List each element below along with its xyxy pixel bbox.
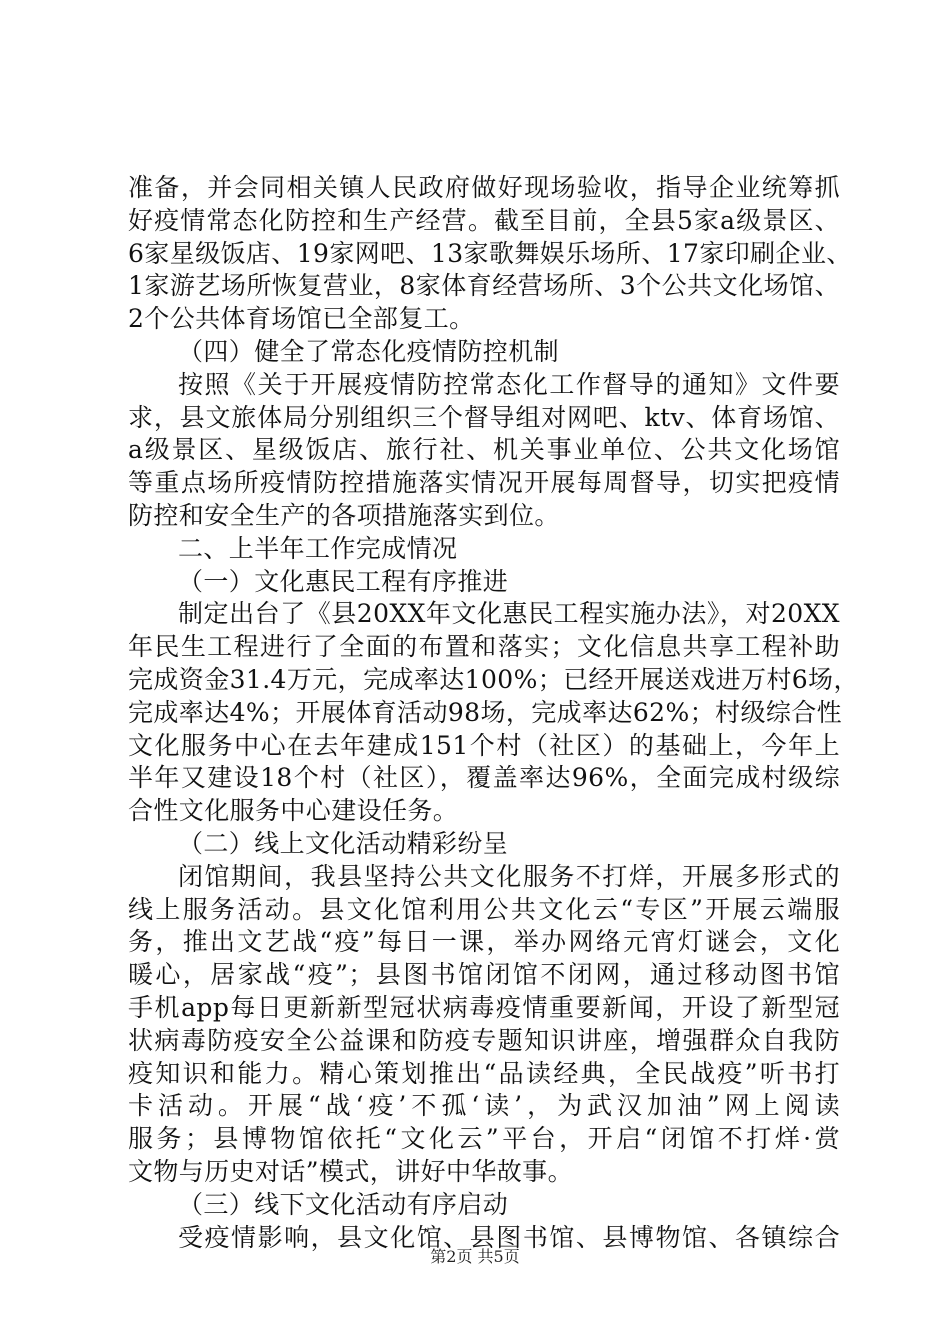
paragraph-line: 年民生工程进行了全面的布置和落实；文化信息共享工程补助 [128, 632, 840, 662]
section-heading: （一）文化惠民工程有序推进 [178, 566, 509, 596]
paragraph-line: 手机app每日更新新型冠状病毒疫情重要新闻，开设了新型冠 [128, 992, 840, 1022]
paragraph-line: 求，县文旅体局分别组织三个督导组对网吧、ktv、体育场馆、 [128, 402, 840, 432]
paragraph-line-first: 按照《关于开展疫情防控常态化工作督导的通知》文件要 [178, 369, 840, 399]
paragraph-line-first: 闭馆期间，我县坚持公共文化服务不打烊，开展多形式的 [178, 861, 840, 891]
section-heading: （四）健全了常态化疫情防控机制 [178, 336, 560, 366]
paragraph-line-first: 制定出台了《县20XX年文化惠民工程实施办法》，对20XX [178, 599, 840, 629]
paragraph-line: 服务；县博物馆依托“文化云”平台，开启“闭馆不打烊·赏 [128, 1124, 840, 1154]
paragraph-line: 完成率达4%；开展体育活动98场，完成率达62%；村级综合性 [128, 697, 843, 727]
paragraph-line: 完成资金31.4万元，完成率达100%；已经开展送戏进万村6场， [128, 664, 859, 694]
paragraph-line-last: 2个公共体育场馆已全部复工。 [128, 304, 475, 334]
paragraph-line: 疫知识和能力。精心策划推出“品读经典，全民战疫”听书打 [128, 1058, 840, 1088]
paragraph-line: 文化服务中心在去年建成151个村（社区）的基础上，今年上 [128, 730, 840, 760]
paragraph-line-first: 受疫情影响，县文化馆、县图书馆、县博物馆、各镇综合 [178, 1222, 840, 1252]
section-heading: （二）线上文化活动精彩纷呈 [178, 828, 509, 858]
paragraph-line: 准备，并会同相关镇人民政府做好现场验收，指导企业统筹抓 [128, 173, 840, 202]
paragraph-line-last: 合性文化服务中心建设任务。 [128, 796, 459, 826]
paragraph-line: 1家游艺场所恢复营业，8家体育经营场所、3个公共文化场馆、 [128, 271, 840, 301]
paragraph-line: 暖心，居家战“疫”；县图书馆闭馆不闭网，通过移动图书馆 [128, 960, 840, 990]
paragraph-line: 务，推出文艺战“疫”每日一课，举办网络元宵灯谜会，文化 [128, 927, 840, 957]
section-heading: 二、上半年工作完成情况 [178, 533, 458, 563]
paragraph-line: 好疫情常态化防控和生产经营。截至目前，全县5家a级景区、 [128, 205, 840, 235]
paragraph-line: 等重点场所疫情防控措施落实情况开展每周督导，切实把疫情 [128, 468, 840, 498]
paragraph-line: 状病毒防疫安全公益课和防疫专题知识讲座，增强群众自我防 [128, 1025, 840, 1055]
paragraph-line: 线上服务活动。县文化馆利用公共文化云“专区”开展云端服 [128, 894, 840, 924]
paragraph-line: 6家星级饭店、19家网吧、13家歌舞娱乐场所、17家印刷企业、 [128, 238, 852, 268]
document-body [128, 172, 859, 1254]
section-heading: （三）线下文化活动有序启动 [178, 1189, 509, 1219]
page-number-footer: 第2页 共5页 [430, 1247, 520, 1266]
paragraph-line-last: 文物与历史对话”模式，讲好中华故事。 [128, 1156, 573, 1186]
paragraph-line: a级景区、星级饭店、旅行社、机关事业单位、公共文化场馆 [128, 435, 840, 465]
paragraph-line: 半年又建设18个村（社区），覆盖率达96%，全面完成村级综 [128, 763, 840, 793]
paragraph-line: 卡活动。开展“战‘疫’不孤‘读’，为武汉加油”网上阅读 [128, 1091, 840, 1121]
paragraph-line-last: 防控和安全生产的各项措施落实到位。 [128, 500, 560, 530]
